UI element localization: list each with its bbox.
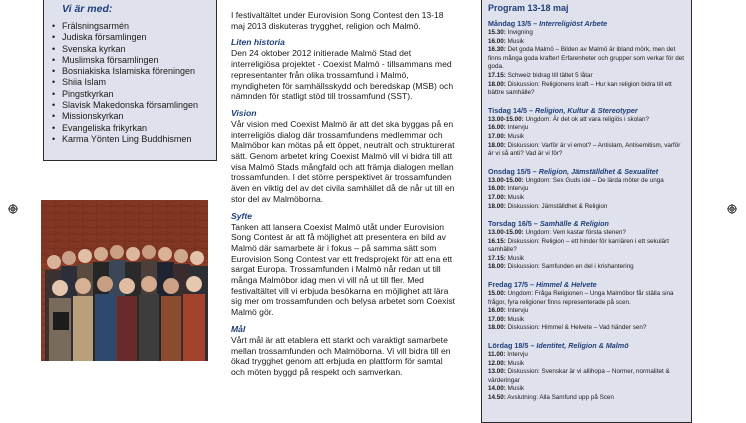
program-event-time: 17.00: (488, 132, 506, 140)
program-event-time: 16.15: (488, 237, 506, 245)
program-day-heading: Måndag 13/5 – Interreligiöst Arbete (488, 19, 608, 28)
program-event (488, 29, 685, 38)
program-event-text: Diskussion: Himmel & Helvete – Vad händer sen? (507, 324, 647, 332)
program-day (488, 280, 685, 333)
program-event (488, 238, 685, 255)
registration-mark-icon (8, 204, 18, 214)
program-day-heading: Fredag 17/5 – Himmel & Helvete (488, 280, 597, 290)
program-event (488, 203, 685, 212)
section-text-purpose: Tanken att lansera Coexist Malmö utåt under Eurovision Song Contest är att få möjlighet att presentera en bild av Malmö där samarbete är i fokus – på samma sätt som Eurovision Song Contest var ett fredsprojekt för att ena ett sargat Europa. Trossamfunden i Malmö når redan ut till många Malmöbor idag men vi vill nå ut till fler. Med festivaltältet vill vi erbjuda besökarna en möjlighet att lära sig mer om trossamfunden och belysa arbetet som Coexist Malmö gör. (231, 221, 456, 318)
program-event-time: 17.15: (488, 254, 506, 262)
program-title: Program 13-18 maj (488, 3, 569, 13)
section-text-goal: Vårt mål är att etablera ett starkt och varaktigt samarbete mellan trossamfunden och Malmöborna. Vi vill bidra till en ökad trygghet genom att erbjuda en plattform för samtal och möten byggd på respekt och samverkan. (231, 334, 451, 377)
group-photo-illustration (41, 200, 208, 361)
program-day-date: Lördag 18/5 (488, 341, 529, 351)
program-event (488, 316, 685, 325)
program-event-time: 18.00: (488, 80, 506, 88)
list-item: • Judiska församlingen (52, 32, 147, 43)
section-text-history: Den 24 oktober 2012 initierade Malmö Stad det interreligiösa projektet - Coexist Malmö - tillsammans med representanter från olika trossamfund i Malmö, myndigheten för samhällsskydd och beredskap (MSB) och nämnden för statligt stöd till trossamfund (SST). (231, 48, 454, 102)
program-event-time: 13.00-15.00: (488, 176, 524, 184)
program-event (488, 263, 685, 272)
list-item: • Slavisk Makedonska församlingen (52, 100, 199, 111)
program-day-heading: Onsdag 15/5 – Religion, Jämställdhet & Sexualitet (488, 166, 659, 176)
program-day (488, 106, 685, 159)
program-event-text: Schweiz bidrag till tältet 5 låtar (507, 71, 593, 79)
program-event-text: Musik (507, 132, 525, 140)
program-event-text: Det goda Malmö – Bilden av Malmö är ibland mörk, men det finns många goda krafter! Erfarenheter och grupper som verkar för det goda. (488, 46, 685, 71)
program-event-time: 13.00-15.00: (488, 229, 524, 237)
program-day (488, 219, 685, 272)
program-event-text: Intervju (507, 307, 529, 315)
program-event-text: Intervju (507, 351, 528, 359)
program-day-date: Fredag 17/5 (488, 280, 528, 290)
program-event-text: Diskussion: Samfunden en del i krishantering (507, 263, 634, 271)
program-event (488, 194, 685, 203)
section-text-vision: Vår vision med Coexist Malmö är att det ska byggas på en interreligiös dialog där trossamfundens medlemmar och Malmöbor kan mötas på ett öppet, neutralt och strukturerat sätt. Genom arbetet kring Coexist Malmö vill vi bidra till att visa Malmö Stads mångfald och att främja dialogen mellan trossamfunden. I det större perspektivet är trossamfunden även en viktig del av det civila samhället då de når ut till en stor del av Malmöborna. (231, 118, 455, 204)
program-event-text: Avslutning: Alla Samfund upp på Scen (507, 394, 614, 401)
program-event-time: 16.00: (488, 37, 506, 45)
program-day (488, 167, 685, 211)
program-event-time: 12.00: (488, 359, 506, 367)
program-event (488, 255, 685, 264)
program-day-heading: Torsdag 16/5 – Samhälle & Religion (488, 219, 609, 229)
program-event-time: 18.00: (488, 263, 506, 271)
program-day-heading: Tisdag 14/5 – Religion, Kultur & Stereotyper (488, 105, 638, 115)
program-event (488, 116, 685, 125)
program-event (488, 324, 685, 333)
program-event (488, 185, 685, 194)
list-item: • Pingstkyrkan (52, 88, 114, 99)
list-item: • Shiia Islam (52, 77, 107, 88)
program-day-theme: Interreligiöst Arbete (539, 19, 608, 28)
section-heading-goal: Mål (231, 323, 246, 334)
program-event-text: Musik (507, 359, 525, 367)
program-event-time: 16.00: (488, 307, 506, 315)
list-item: • Svenska kyrkan (52, 43, 126, 54)
program-event (488, 394, 685, 403)
article-top-heading (231, 0, 455, 1)
program-event-time: 17.00: (488, 315, 506, 323)
program-event-time: 17.00: (488, 193, 506, 201)
section-heading-vision: Vision (231, 107, 257, 118)
program-event-time: 15.00: (488, 290, 506, 298)
program-day (488, 19, 685, 98)
list-item: • Missionskyrkan (52, 111, 124, 122)
program-event-text: Intervju (507, 185, 529, 193)
program-event-text: Diskussion: Varför är vi emot? – Antislam, Antisemitism, varför är vi så anti? Vad är vi för? (488, 141, 681, 158)
program-event (488, 142, 685, 159)
article-top-heading-cut (231, 0, 455, 4)
program-event-time: 17.15: (488, 71, 506, 79)
program-event-text: Ungdom: Är det ok att vara religiös i skolan? (525, 115, 650, 123)
group-photo (41, 200, 208, 361)
program-event-text: Ungdom: Sex Guds idé – De lärda möter de unga (525, 176, 664, 184)
program-event-text: Ungdom: Fråga Religionen – Unga Malmöbor får ställa sina frågor, fyra religioner finns representerade på scen. (488, 290, 674, 306)
program-event (488, 385, 685, 394)
program-event-text: Diskussion: Jämställdhet & Religion (507, 202, 608, 210)
program-event-time: 18.00: (488, 324, 506, 332)
program-day-date: Onsdag 15/5 (488, 166, 531, 176)
program-event-text: Musik (507, 254, 525, 262)
program-event-time: 13.00-15.00: (488, 115, 524, 123)
article (231, 0, 455, 378)
program-event (488, 133, 685, 142)
program-event (488, 290, 685, 307)
registration-mark-icon (727, 204, 737, 214)
program-event-text: Diskussion: Religionens kraft – Hur kan religion bidra till ett bättre samhälle? (488, 80, 672, 97)
program-event-time: 14.00: (488, 385, 506, 393)
program-day-theme: Samhälle & Religion (539, 219, 609, 229)
program-day-theme: Religion, Jämställdhet & Sexualitet (538, 166, 659, 176)
program-event (488, 72, 685, 81)
members-title: Vi är med: (62, 3, 113, 15)
list-item: • Muslimska församlingen (52, 54, 159, 65)
program-event-text: Diskussion: Religion – ett hinder för karriären i ett sekulärt samhälle? (488, 237, 669, 254)
list-item: • Evangeliska frikyrkan (52, 122, 148, 133)
program-event (488, 38, 685, 47)
program-event-time: 16.30: (488, 46, 506, 54)
program-event-text: Intervju (507, 124, 529, 132)
program-event (488, 360, 685, 369)
article-intro: I festivaltältet under Eurovision Song Contest den 13-18 maj 2013 diskuteras trygghet, religion och Malmö. (231, 10, 444, 31)
program-day-theme: Religion, Kultur & Stereotyper (535, 105, 638, 115)
program-event (488, 368, 685, 385)
program-day-theme: Himmel & Helvete (535, 280, 597, 290)
program-event-text: Musik (507, 193, 525, 201)
program-event-time: 11.00: (488, 351, 506, 359)
program-event-time: 14.50: (488, 394, 506, 401)
section-heading-history: Liten historia (231, 37, 285, 48)
program-box (481, 0, 692, 423)
list-item: • Frälsningsarmén (52, 21, 130, 31)
program-event (488, 124, 685, 133)
program-day-date: Måndag 13/5 (488, 19, 532, 28)
program-event-time: 15.30: (488, 29, 506, 36)
program-event-text: Musik (507, 37, 525, 45)
program-day-date: Tisdag 14/5 (488, 105, 528, 115)
list-item: • Karma Yönten Ling Buddhismen (52, 133, 192, 144)
program-event (488, 46, 685, 72)
program-event (488, 177, 685, 186)
program-day-theme: Identitet, Religion & Malmö (536, 341, 629, 351)
program-event-text: Invigning (507, 29, 533, 36)
program-event (488, 307, 685, 316)
program-day (488, 341, 685, 403)
program-event-text: Musik (507, 385, 525, 393)
program-event-time: 18.00: (488, 141, 506, 149)
program-day-date: Torsdag 16/5 (488, 219, 532, 229)
members-list (44, 21, 216, 145)
program-event-time: 16.00: (488, 124, 506, 132)
program-days (488, 19, 685, 403)
program-event (488, 81, 685, 98)
program-event-text: Musik (507, 315, 525, 323)
program-event-text: Ungdom: Vem kastar första stenen? (525, 229, 626, 237)
program-event-text: Diskussion: Svenskar är vi allihopa – Normer, normalitet & värderingar (488, 368, 670, 384)
members-box (43, 0, 217, 161)
section-heading-purpose: Syfte (231, 210, 253, 221)
program-event-time: 18.00: (488, 202, 506, 210)
program-event-time: 13.00: (488, 368, 506, 376)
program-day-heading: Lördag 18/5 – Identitet, Religion & Malmö (488, 341, 629, 351)
program-event-time: 16.00: (488, 185, 506, 193)
program-event (488, 351, 685, 360)
program-event (488, 229, 685, 238)
list-item: • Bosniakiska Islamiska föreningen (52, 66, 196, 77)
